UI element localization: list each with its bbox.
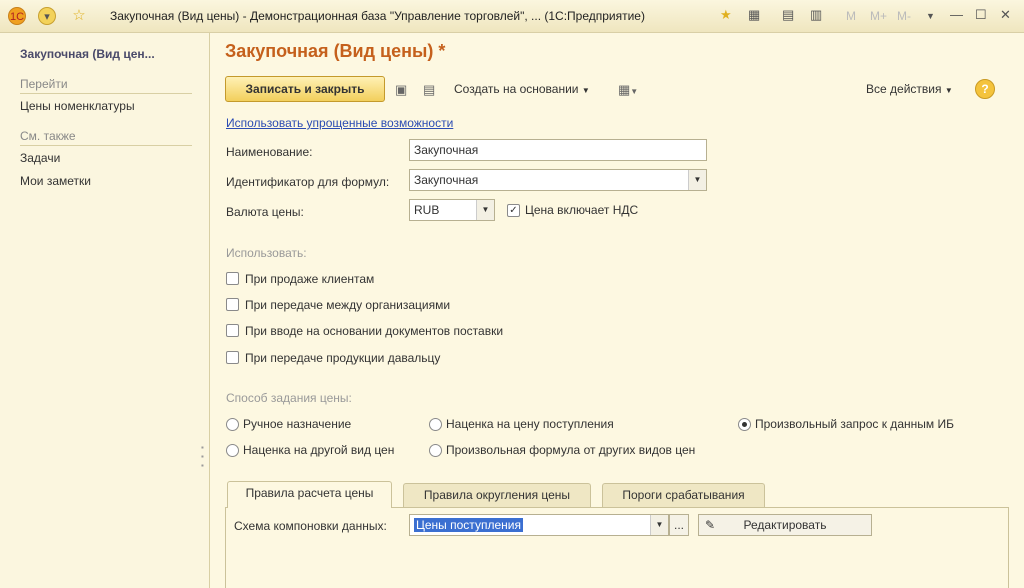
edit-button[interactable] (698, 514, 872, 536)
price-method-label: Наценка на цену поступления (446, 417, 614, 431)
use-option-checkbox[interactable] (226, 272, 239, 285)
chevron-down-icon: ▼ (581, 86, 590, 95)
menu-dropdown-icon[interactable]: ▾ (38, 7, 56, 25)
price-method-radio[interactable] (226, 444, 239, 457)
use-option-checkbox[interactable] (226, 324, 239, 337)
window-titlebar (0, 0, 1024, 33)
report-icon[interactable]: ▦▼ (618, 82, 639, 97)
price-method-radio[interactable] (429, 444, 442, 457)
use-option-checkbox[interactable] (226, 298, 239, 311)
use-option-label: При вводе на основании документов поставки (245, 324, 504, 338)
page-title: Закупочная (Вид цены) * (225, 41, 446, 61)
create-based-on-label: Создать на основании (454, 82, 579, 96)
calendar-icon[interactable]: ▥ (810, 7, 823, 22)
name-field[interactable]: Закупочная (409, 139, 707, 161)
help-icon[interactable]: ? (975, 79, 995, 99)
use-option-label: При передаче между организациями (245, 298, 451, 312)
use-option-label: При передаче продукции давальцу (245, 351, 441, 365)
edit-icon: ✎ (705, 518, 716, 532)
simplified-mode-link[interactable]: Использовать упрощенные возможности (226, 116, 454, 130)
tab-calculation-rules[interactable]: Правила расчета цены (227, 481, 392, 508)
app-logo-icon[interactable]: 1С (8, 7, 26, 25)
memory-m-button[interactable]: M (846, 9, 856, 23)
maximize-icon[interactable]: ☐ (975, 7, 987, 22)
currency-value: RUB (414, 203, 440, 217)
document-icon[interactable]: ▤ (423, 82, 436, 97)
sidebar-see-also-header: См. также (20, 129, 192, 146)
all-actions-button[interactable] (866, 82, 953, 96)
sidebar-goto-header: Перейти (20, 77, 192, 94)
schema-label: Схема компоновки данных: (234, 519, 387, 533)
price-method-label: Произвольная формула от других видов цен (446, 443, 696, 457)
form-area (211, 33, 1024, 588)
schema-dropdown-icon[interactable]: ▼ (650, 515, 668, 535)
use-section-header: Использовать: (226, 246, 307, 260)
price-method-label: Наценка на другой вид цен (243, 443, 395, 457)
tab-thresholds[interactable]: Пороги срабатывания (602, 483, 765, 507)
vat-checkbox[interactable]: ✓ (507, 204, 520, 217)
identifier-value: Закупочная (414, 173, 479, 187)
close-icon[interactable]: ✕ (1000, 7, 1011, 22)
chevron-down-icon: ▼ (944, 86, 953, 95)
schema-field[interactable] (409, 514, 669, 536)
sidebar-item-prices[interactable]: Цены номенклатуры (20, 99, 135, 113)
calculator-icon[interactable]: ▤ (782, 7, 795, 22)
price-method-label: Ручное назначение (243, 417, 352, 431)
sidebar-item-tasks[interactable]: Задачи (20, 151, 61, 165)
schema-select-button[interactable]: ... (669, 514, 689, 536)
price-method-radio[interactable] (738, 418, 751, 431)
print-icon[interactable]: ▦ (748, 7, 761, 22)
edit-button-label: Редактировать (743, 518, 827, 532)
minimize-icon[interactable]: — (950, 7, 963, 22)
price-method-radio[interactable] (226, 418, 239, 431)
price-method-radio[interactable] (429, 418, 442, 431)
use-option-label: При продаже клиентам (245, 272, 375, 286)
identifier-dropdown-icon[interactable]: ▼ (688, 170, 706, 190)
star-icon[interactable]: ☆ (72, 7, 86, 24)
price-method-header: Способ задания цены: (226, 391, 352, 405)
currency-dropdown-icon[interactable]: ▼ (476, 200, 494, 220)
tab-rounding-rules[interactable]: Правила округления цены (403, 483, 591, 507)
navigation-panel (0, 33, 210, 588)
memory-plus-button[interactable]: M+ (870, 9, 888, 23)
memory-minus-button[interactable]: M- (897, 9, 911, 23)
use-option-checkbox[interactable] (226, 351, 239, 364)
resize-grip-icon[interactable]: ▪ ▪ ▪ (201, 443, 204, 470)
schema-value: Цены поступления (416, 518, 521, 532)
sidebar-title: Закупочная (Вид цен... (20, 47, 155, 61)
vat-label: Цена включает НДС (525, 203, 639, 217)
create-based-on-button[interactable] (454, 82, 590, 96)
save-icon[interactable]: ▣ (395, 82, 408, 97)
name-label: Наименование: (226, 145, 313, 159)
save-and-close-button[interactable]: Записать и закрыть (225, 76, 385, 102)
price-method-label: Произвольный запрос к данным ИБ (755, 417, 954, 431)
currency-label: Валюта цены: (226, 205, 304, 219)
chevron-down-icon[interactable]: ▼ (926, 11, 935, 21)
identifier-label: Идентификатор для формул: (226, 175, 390, 189)
window-title: Закупочная (Вид цены) - Демонстрационная база "Управление торговлей", ... (1С:Предприятие) (110, 9, 645, 23)
identifier-field[interactable] (409, 169, 707, 191)
sidebar-item-notes[interactable]: Мои заметки (20, 174, 91, 188)
add-favorite-icon[interactable]: ★ (720, 7, 732, 22)
all-actions-label: Все действия (866, 82, 942, 96)
